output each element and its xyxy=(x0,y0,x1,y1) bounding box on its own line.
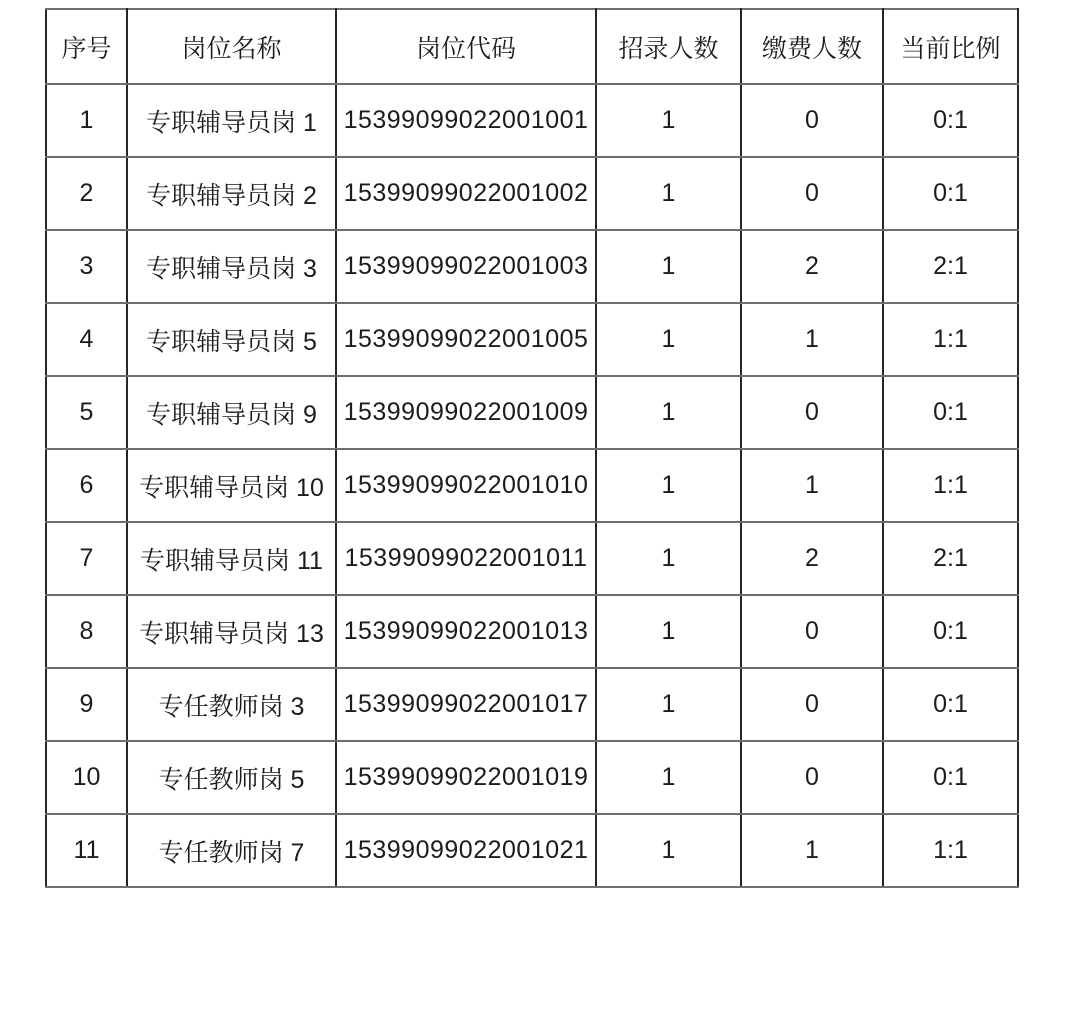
cell-current-ratio: 1:1 xyxy=(883,449,1018,522)
cell-paid-count: 0 xyxy=(741,595,883,668)
cell-recruit-count: 1 xyxy=(596,668,741,741)
table-row xyxy=(46,595,1018,668)
cell-serial-number: 5 xyxy=(46,376,127,449)
cell-paid-count: 0 xyxy=(741,741,883,814)
cell-position-name: 专职辅导员岗 9 xyxy=(127,376,336,449)
cell-current-ratio: 1:1 xyxy=(883,303,1018,376)
cell-position-name: 专职辅导员岗 13 xyxy=(127,595,336,668)
cell-position-name: 专任教师岗 3 xyxy=(127,668,336,741)
cell-serial-number: 4 xyxy=(46,303,127,376)
header-recruit-count: 招录人数 xyxy=(596,9,741,84)
cell-serial-number: 1 xyxy=(46,84,127,157)
cell-current-ratio: 0:1 xyxy=(883,741,1018,814)
cell-position-name: 专职辅导员岗 1 xyxy=(127,84,336,157)
cell-current-ratio: 0:1 xyxy=(883,376,1018,449)
cell-paid-count: 2 xyxy=(741,230,883,303)
cell-paid-count: 1 xyxy=(741,449,883,522)
table-row xyxy=(46,522,1018,595)
cell-position-code: 15399099022001010 xyxy=(336,449,596,522)
table-body xyxy=(46,84,1018,887)
cell-paid-count: 1 xyxy=(741,814,883,887)
cell-current-ratio: 2:1 xyxy=(883,230,1018,303)
cell-position-name: 专职辅导员岗 2 xyxy=(127,157,336,230)
cell-position-name: 专职辅导员岗 3 xyxy=(127,230,336,303)
cell-position-code: 15399099022001009 xyxy=(336,376,596,449)
cell-position-name: 专任教师岗 5 xyxy=(127,741,336,814)
table-row xyxy=(46,668,1018,741)
cell-paid-count: 0 xyxy=(741,668,883,741)
cell-paid-count: 0 xyxy=(741,84,883,157)
cell-recruit-count: 1 xyxy=(596,449,741,522)
cell-recruit-count: 1 xyxy=(596,84,741,157)
cell-paid-count: 1 xyxy=(741,303,883,376)
cell-position-code: 15399099022001011 xyxy=(336,522,596,595)
table-row xyxy=(46,303,1018,376)
header-position-code: 岗位代码 xyxy=(336,9,596,84)
cell-current-ratio: 2:1 xyxy=(883,522,1018,595)
table-row xyxy=(46,376,1018,449)
cell-serial-number: 9 xyxy=(46,668,127,741)
cell-current-ratio: 0:1 xyxy=(883,84,1018,157)
table-header-row xyxy=(46,9,1018,84)
cell-serial-number: 8 xyxy=(46,595,127,668)
cell-position-name: 专职辅导员岗 10 xyxy=(127,449,336,522)
cell-position-code: 15399099022001019 xyxy=(336,741,596,814)
cell-paid-count: 2 xyxy=(741,522,883,595)
cell-recruit-count: 1 xyxy=(596,157,741,230)
cell-position-code: 15399099022001021 xyxy=(336,814,596,887)
cell-position-name: 专任教师岗 7 xyxy=(127,814,336,887)
cell-position-code: 15399099022001013 xyxy=(336,595,596,668)
cell-position-code: 15399099022001002 xyxy=(336,157,596,230)
cell-serial-number: 7 xyxy=(46,522,127,595)
cell-current-ratio: 0:1 xyxy=(883,668,1018,741)
table-row xyxy=(46,230,1018,303)
cell-position-name: 专职辅导员岗 5 xyxy=(127,303,336,376)
header-current-ratio: 当前比例 xyxy=(883,9,1018,84)
table-row xyxy=(46,157,1018,230)
cell-serial-number: 11 xyxy=(46,814,127,887)
cell-serial-number: 10 xyxy=(46,741,127,814)
cell-recruit-count: 1 xyxy=(596,595,741,668)
cell-paid-count: 0 xyxy=(741,157,883,230)
cell-serial-number: 3 xyxy=(46,230,127,303)
cell-current-ratio: 0:1 xyxy=(883,157,1018,230)
cell-position-code: 15399099022001001 xyxy=(336,84,596,157)
cell-recruit-count: 1 xyxy=(596,522,741,595)
cell-current-ratio: 1:1 xyxy=(883,814,1018,887)
cell-recruit-count: 1 xyxy=(596,230,741,303)
cell-position-code: 15399099022001005 xyxy=(336,303,596,376)
cell-position-name: 专职辅导员岗 11 xyxy=(127,522,336,595)
cell-serial-number: 6 xyxy=(46,449,127,522)
header-paid-count: 缴费人数 xyxy=(741,9,883,84)
cell-current-ratio: 0:1 xyxy=(883,595,1018,668)
table-row xyxy=(46,741,1018,814)
cell-position-code: 15399099022001017 xyxy=(336,668,596,741)
recruitment-ratio-table xyxy=(45,8,1019,888)
recruitment-ratio-table-wrap xyxy=(45,8,1019,888)
header-position-name: 岗位名称 xyxy=(127,9,336,84)
cell-paid-count: 0 xyxy=(741,376,883,449)
cell-recruit-count: 1 xyxy=(596,376,741,449)
cell-recruit-count: 1 xyxy=(596,303,741,376)
cell-recruit-count: 1 xyxy=(596,814,741,887)
header-serial-number: 序号 xyxy=(46,9,127,84)
table-row xyxy=(46,449,1018,522)
cell-serial-number: 2 xyxy=(46,157,127,230)
table-row xyxy=(46,814,1018,887)
cell-position-code: 15399099022001003 xyxy=(336,230,596,303)
cell-recruit-count: 1 xyxy=(596,741,741,814)
table-row xyxy=(46,84,1018,157)
